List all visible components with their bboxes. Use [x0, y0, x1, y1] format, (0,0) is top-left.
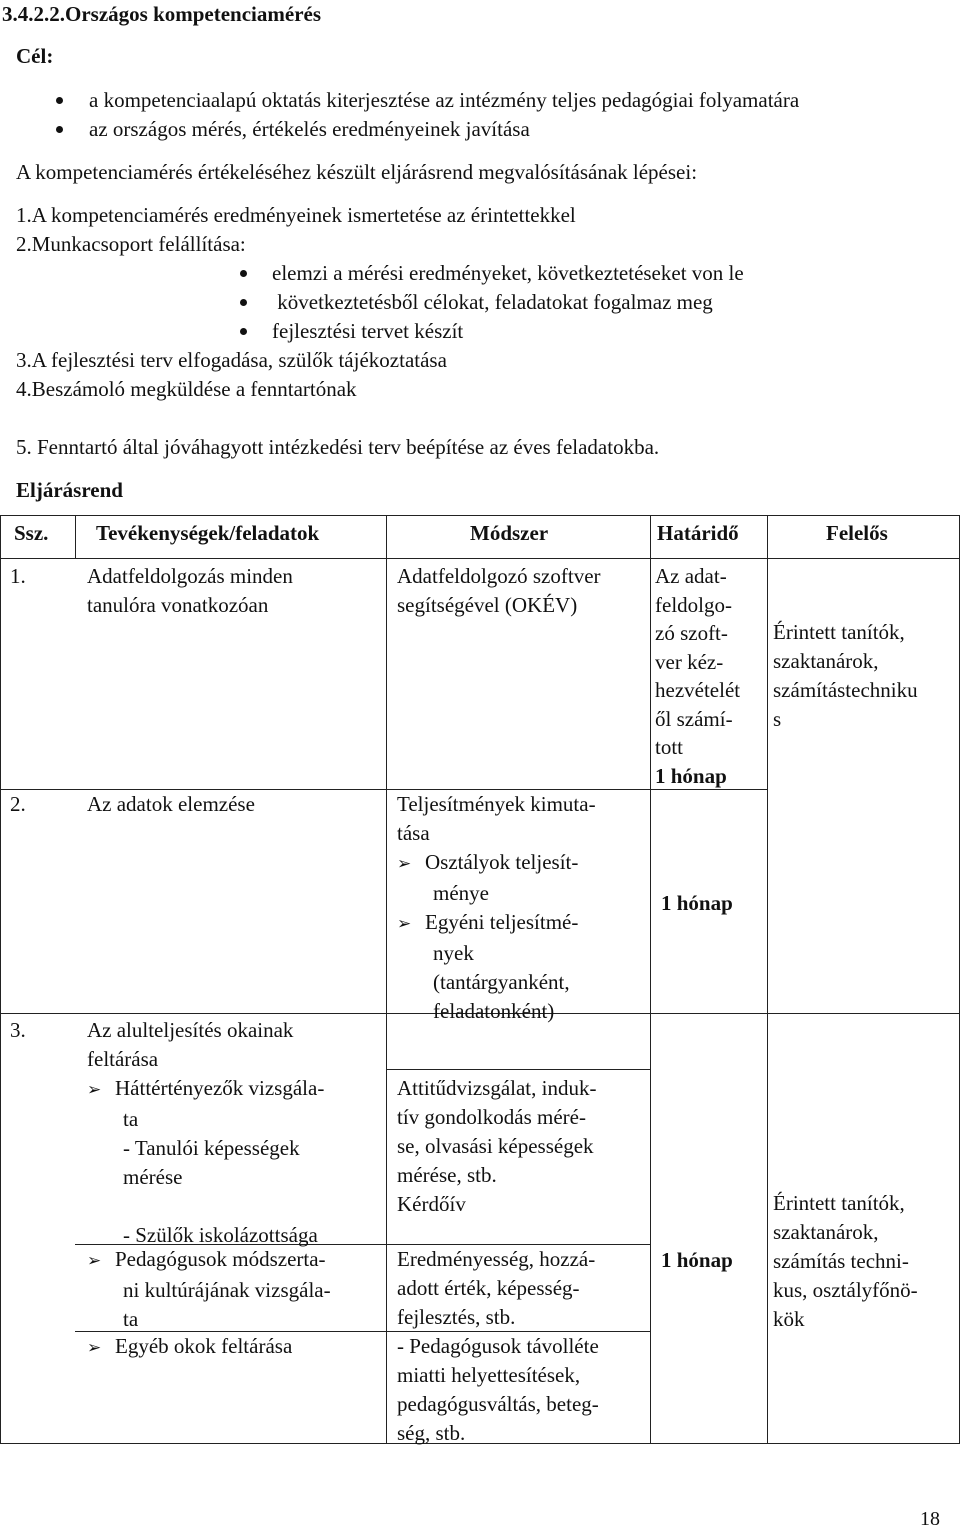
arrow-bullet-icon: ➢	[397, 854, 412, 874]
arrow-bullet-icon: ➢	[397, 914, 412, 934]
row3-number: 3.	[10, 1018, 26, 1042]
goal-item: a kompetenciaalapú oktatás kiterjesztése az intézmény teljes pedagógiai folyamatára	[89, 88, 800, 112]
row3-deadline: 1 hónap	[661, 1248, 733, 1272]
arrow-bullet-icon: ➢	[87, 1338, 102, 1358]
row3-method-a: Attitűdvizsgálat, induk- tív gondolkodás méré- se, olvasási képességek mérése, stb. Kérdőív	[397, 1076, 597, 1216]
intro-text: A kompetenciamérés értékeléséhez készült eljárásrend megvalósításának lépései:	[16, 160, 698, 184]
row1-responsible: Érintett tanítók, szaktanárok, számítástechniku s	[773, 620, 918, 731]
step-2-item: elemzi a mérési eredményeket, következtetéseket von le	[272, 261, 744, 285]
row3-task-item2: ➢ Pedagógusok módszerta- ni kultúrájának vizsgála- ta	[87, 1247, 331, 1331]
bullet-icon	[56, 97, 63, 104]
row3-task: Az alulteljesítés okainak feltárása	[87, 1018, 294, 1071]
step-3: 3.A fejlesztési terv elfogadása, szülők tájékoztatása	[16, 348, 447, 372]
procedure-label: Eljárásrend	[16, 478, 123, 502]
table-header-ssz: Ssz.	[14, 521, 49, 545]
row2-deadline: 1 hónap	[661, 891, 733, 915]
row3-method-c: - Pedagógusok távolléte miatti helyettesítések, pedagógusváltás, beteg- ség, stb.	[397, 1334, 599, 1445]
table-header-deadline: Határidő	[657, 521, 739, 545]
row2-task: Az adatok elemzése	[87, 792, 255, 816]
bullet-icon	[240, 328, 247, 335]
row2-number: 2.	[10, 792, 26, 816]
row2-method: Teljesítmények kimuta- tása ➢ Osztályok teljesít- ménye ➢ Egyéni teljesítmé- nyek (tantárgyanként, feladatonként)	[397, 792, 596, 1023]
row1-method: Adatfeldolgozó szoftver segítségével (OKÉV)	[397, 564, 601, 617]
bullet-icon	[240, 270, 247, 277]
step-1: 1.A kompetenciamérés eredményeinek ismertetése az érintettekkel	[16, 203, 576, 227]
section-heading: 3.4.2.2.Országos kompetenciamérés	[2, 2, 322, 26]
bullet-icon	[240, 299, 247, 306]
arrow-bullet-icon: ➢	[87, 1251, 102, 1271]
table-header-responsible: Felelős	[826, 521, 888, 545]
goal-item: az országos mérés, értékelés eredményeinek javítása	[89, 117, 530, 141]
row1-number: 1.	[10, 564, 26, 588]
goal-label: Cél:	[16, 44, 54, 68]
arrow-bullet-icon: ➢	[87, 1080, 102, 1100]
row1-deadline: Az adat- feldolgo- zó szoft- ver kéz- hezvételét ől számí- tott 1 hónap	[655, 564, 741, 788]
step-4: 4.Beszámoló megküldése a fenntartónak	[16, 377, 357, 401]
row3-task-item1: ➢ Háttértényezők vizsgála- ta - Tanulói képességek mérése - Szülők iskolázottsága	[87, 1076, 325, 1247]
row3-responsible: Érintett tanítók, szaktanárok, számítás techni- kus, osztályfőnö- kök	[773, 1191, 918, 1331]
step-2: 2.Munkacsoport felállítása:	[16, 232, 246, 256]
table-header-tasks: Tevékenységek/feladatok	[96, 521, 320, 545]
step-2-item: fejlesztési tervet készít	[272, 319, 464, 343]
step-5: 5. Fenntartó által jóváhagyott intézkedési terv beépítése az éves feladatokba.	[16, 435, 660, 459]
row3-method-b: Eredményesség, hozzá- adott érték, képesség- fejlesztés, stb.	[397, 1247, 596, 1329]
table-header-method: Módszer	[470, 521, 549, 545]
row3-task-item3: ➢ Egyéb okok feltárása	[87, 1332, 292, 1363]
step-2-item: következtetésből célokat, feladatokat fogalmaz meg	[272, 290, 713, 314]
page-number: 18	[920, 1508, 940, 1530]
bullet-icon	[56, 126, 63, 133]
row1-task: Adatfeldolgozás minden tanulóra vonatkozóan	[87, 564, 293, 617]
